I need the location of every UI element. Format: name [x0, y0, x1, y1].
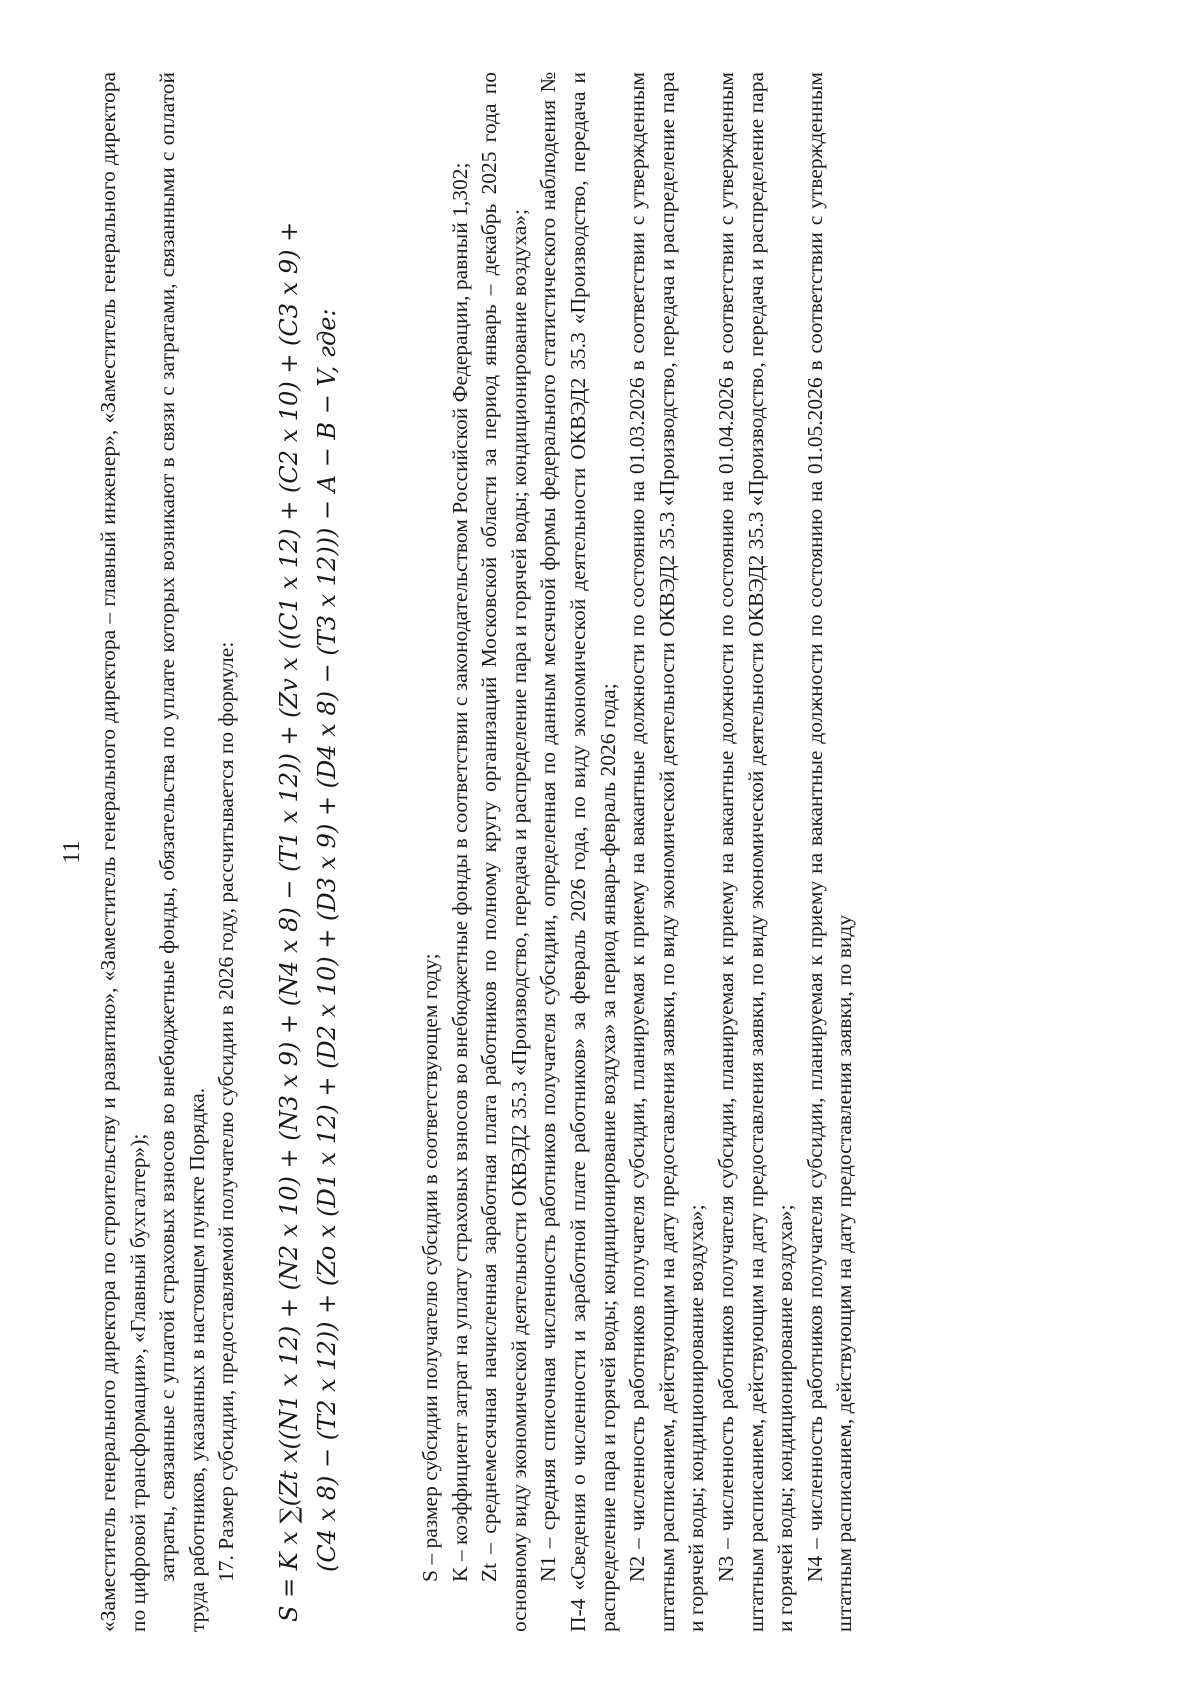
paragraph-insurance-costs: затраты, связанные с уплатой страховых взносов во внебюджетные фонды, обязательства по уплате которых возникают в связи с затратами, связанными с оплатой труда работников, указанных в настоящем пункте Порядка.: [155, 72, 209, 1632]
definition-Zt: Zt – среднемесячная начисленная заработная плата работников по полному кругу организаций Московской области за период январь – декабрь 2025 года по основному виду экономической деятельности ОКВЭД2 35.3 «Производство, передача и распределение пара и горячей воды; кондиционирование воздуха»;: [477, 72, 531, 1632]
document-body: [94, 72, 860, 1632]
formula-line-1: S = K x ∑(Zt x((N1 x 12) + (N2 x 10) + (N3 x 9) + (N4 x 8) − (T1 x 12)) + (Zv x ((C1 x 12) + (C2 x 10) + (C3 x 9) +: [274, 221, 303, 1622]
paragraph-positions-list-end: «Заместитель генерального директора по строительству и развитию», «Заместитель генерального директора – главный инженер», «Заместитель генерального директора по цифровой трансформации», «Главный бухгалтер»);: [96, 72, 150, 1632]
paragraph-item-17: 17. Размер субсидии, предоставляемой получателю субсидии в 2026 году, рассчитывается по формуле:: [214, 641, 239, 1582]
definition-N3: N3 – численность работников получателя субсидии, планируемая к приему на вакантные должности по состоянию на 01.04.2026 в соответствии с утвержденным штатным расписанием, действующим на дату предоставления заявки, по виду экономической деятельности ОКВЭД2 35.3 «Производство, передача и распределение пара и горячей воды; кондиционирование воздуха»;: [713, 72, 798, 1632]
page-number: 11: [59, 840, 85, 864]
spacer: [376, 72, 416, 1632]
definition-S: S – размер субсидии получателю субсидии в соответствующем году;: [417, 953, 442, 1582]
definition-N4: N4 – численность работников получателя субсидии, планируемая к приему на вакантные должности по состоянию на 01.05.2026 в соответствии с утвержденным штатным расписанием, действующим на дату предоставления заявки, по виду: [802, 72, 857, 1632]
formula-line-2: (C4 x 8) − (T2 x 12)) + (Zo x (D1 x 12) + (D2 x 10) + (D3 x 9) + (D4 x 8) − (T3 x 12))) − A − B − V, где:: [312, 308, 341, 1572]
definition-N2: N2 – численность работников получателя субсидии, планируемая к приему на вакантные должности по состоянию на 01.03.2026 в соответствии с утвержденным штатным расписанием, действующим на дату предоставления заявки, по виду экономической деятельности ОКВЭД2 35.3 «Производство, передача и распределение пара и горячей воды; кондиционирование воздуха»;: [625, 72, 709, 1632]
subsidy-formula: [270, 72, 346, 1622]
definition-N1: N1 – средняя списочная численность работников получателя субсидии, определенная по данным месячной формы федерального статистического наблюдения № П-4 «Сведения о численности и заработной плате работников» за февраль 2026 года, по виду экономической деятельности ОКВЭД2 35.3 «Производство, передача и распределение пара и горячей воды; кондиционирование воздуха» за период январь-февраль 2026 года;: [536, 72, 620, 1632]
document-text-rotated: [59, 72, 1090, 1632]
definition-K: K – коэффициент затрат на уплату страховых взносов во внебюджетные фонды в соответствии с законодательством Российской Федерации, равный 1,302;: [447, 162, 472, 1582]
